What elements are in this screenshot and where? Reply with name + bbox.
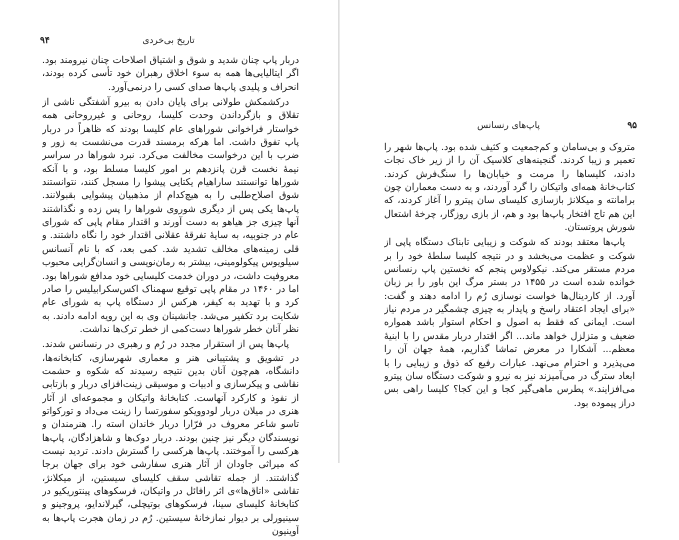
running-title: تاریخ بی‌خردی bbox=[142, 36, 195, 46]
paragraph: پاپ‌ها معتقد بودند که شوکت و زیبایی تابناک دستگاه پاپی از شوکت و عظمت می‌بخشد و در نتیجه کلیسا سلطهٔ خود را بر مردم مستقر می‌کند. نیکولاوس پنجم که نخستین پاپ رنسانس خوانده شده است در ۱۴۵۵ در بستر مرگ این باور را بر زبان آورد. از کاردینال‌ها خواست نوسازی رُم را ادامه دهند و گفت: «برای ایجاد اعتقاد راسخ و پایدار به چیزی چشمگیر در مردم نیاز است. ایمانی که فقط به اصول و احکام استوار باشد همواره ضعیف و متزلزل خواهد ماند... اگر اقتدار دربار مقدس را با ابنیهٔ معظم... آشکارا در معرض تماشا گذاریم، همهٔ جهان آن را می‌پذیرد و احترام می‌نهد. عبارات رفیع که ذوق و زیبایی را با ابعاد سترگ در می‌آمیزند نیز به نیرو و شوکت دستگاه سان پیترو می‌افزایند.» پطرس ماهی‌گیر کجا و این کجا؟ کلیسا راهی بس دراز پیموده بود. bbox=[384, 237, 635, 409]
left-page bbox=[0, 0, 339, 538]
running-title: پاپ‌های رنسانس bbox=[477, 121, 540, 131]
page-number: ۹۵ bbox=[627, 121, 637, 131]
paragraph: دربار پاپ چنان شدید و شوق و اشتیاق اصلاحات چنان نیرومند بود. اگر ایتالیایی‌ها همه به سوء اخلاق رهبران خود تأسی کرده بودند، انحراف و پلیدی پاپ‌ها صدای کسی را درنمی‌آورد. bbox=[42, 55, 299, 93]
paragraph: پاپ‌ها پس از استقرار مجدد در رُم و رهبری در رنسانس شدند. در تشویق و پشتیبانی هنر و معماری شهرسازی، کتابخانه‌ها، دانشگاه، هم‌چون آنان بدین نتیجه رسیدند که شکوه و حشمت نقاشی و پیکرسازی و ادبیات و موسیقی زینت‌افزای دربار و بازتابی از نفوذ و کارکرد آنهاست. کتابخانهٔ واتیکان و مجموعه‌ای از آثار هنری در میلان دربار لودوویکو سفورتسا را زینت می‌داد و تورکواتو تاسو شاعر معروف در فرّارا دربار خاندان استه را. هنرمندان و نویسندگان دیگر نیز چنین بودند. دربار دوک‌ها و شاهزادگان، پاپ‌ها هرکسی را آموختند. پاپ‌ها هرکسی را گسترش دادند. تردید نیست که میراثی جاودان از آثار هنری سفارشی خود برای جهان برجا گذاشتند. از جمله تقاشی سقف کلیسای سیستین، از میکلانژ، تقاشی «اتاق‌ها»ی اثر رافائل در واتیکان، فرسکوهای پینتوریکیو در کتابخانهٔ کلیسای سینا، فرسکوهای بوتیچلی، گیرلاندایو، پروجینو و سینیورلی بر دیوار نمازخانهٔ سیستین. رُم در زمان هجرت پاپ‌ها به آوینیون bbox=[42, 339, 299, 538]
paragraph: درکشمکش طولانی برای پایان دادن به بیرو آشفتگی ناشی از تقلاق و بازگرداندن وحدت کلیسا، روحانی و غیرروحانی همه خواستار فراخوانی شوراهای عام کلیسا بودند که ظاهراً در دربار پاپ تفوق داشت. اما هرکه برمسند قدرت می‌نشست به زور و ضرب با این درخواست مخالفت می‌کرد. نبرد شوراها در سراسر نیمهٔ نخست قرن پانزدهم بر امور کلیسا مسلط بود، و با آنکه شوراها توانستند ساراهیام یکتایی پیشوا را مسجل کنند، نتوانستند شوق اصلاح‌طلبی را به هیچ‌کدام از مذهبیان پیشوایی بقبولانند. پاپ‌ها یکی پس از دیگری شوروی شوراها را پس زده و نگذاشتند آنها چیزی جز هیاهو به دست آورند و اقتدار مقام پاپی که شورای عام در جنوبیه، به سایهٔ تفرقهٔ عقلانی اقتدار خود را نگاه داشتند. و قلی زمینه‌های مخالف تشدید شد. کمی بعد، که با نام آنسانس سیلویوس پیکولومینی، بیشتر به رمان‌نویسی و انسان‌گرایی محبوب معروفیت داشت، در دوران خدمت کلیسایی خود مدافع شوراها بود. اما در ۱۴۶۰ در مقام پاپی توقیع سهمناک اکس‌سکرابیلیس را صادر کرد و با تهدید به کیفر، هرکس از دستگاه پاپ به شورای عام شکایت برد تکفیر می‌شد. جانشینان وی به این رویه ادامه دادند. به نظر آنان خطر شوراها دست‌کمی از خطر ترک‌ها نداشت. bbox=[42, 97, 299, 335]
paragraph: متروک و بی‌سامان و کم‌جمعیت و کثیف شده بود. پاپ‌ها شهر را تعمیر و زیبا کردند. گنجینه‌های کلاسیک آن را از زیر خاک نجات دادند، کلیساها را مرمت و خیابان‌ها را سنگ‌فرش کردند. کتاب‌خانهٔ همه‌ای واتیکان را گرد آوردند، و به دست معماران چون برامانته و میکلانژ بازسازی کلیسای سان پیترو را آغاز کردند، که این هم تاج افتخار پاپ‌ها بود و هم، از بازی روزگار، چرخهٔ اشتعال شورش پروتستان. bbox=[384, 142, 635, 234]
page-number: ۹۴ bbox=[40, 36, 50, 46]
left-page-body bbox=[42, 54, 299, 540]
right-page bbox=[340, 0, 679, 463]
right-page-body bbox=[384, 141, 635, 412]
